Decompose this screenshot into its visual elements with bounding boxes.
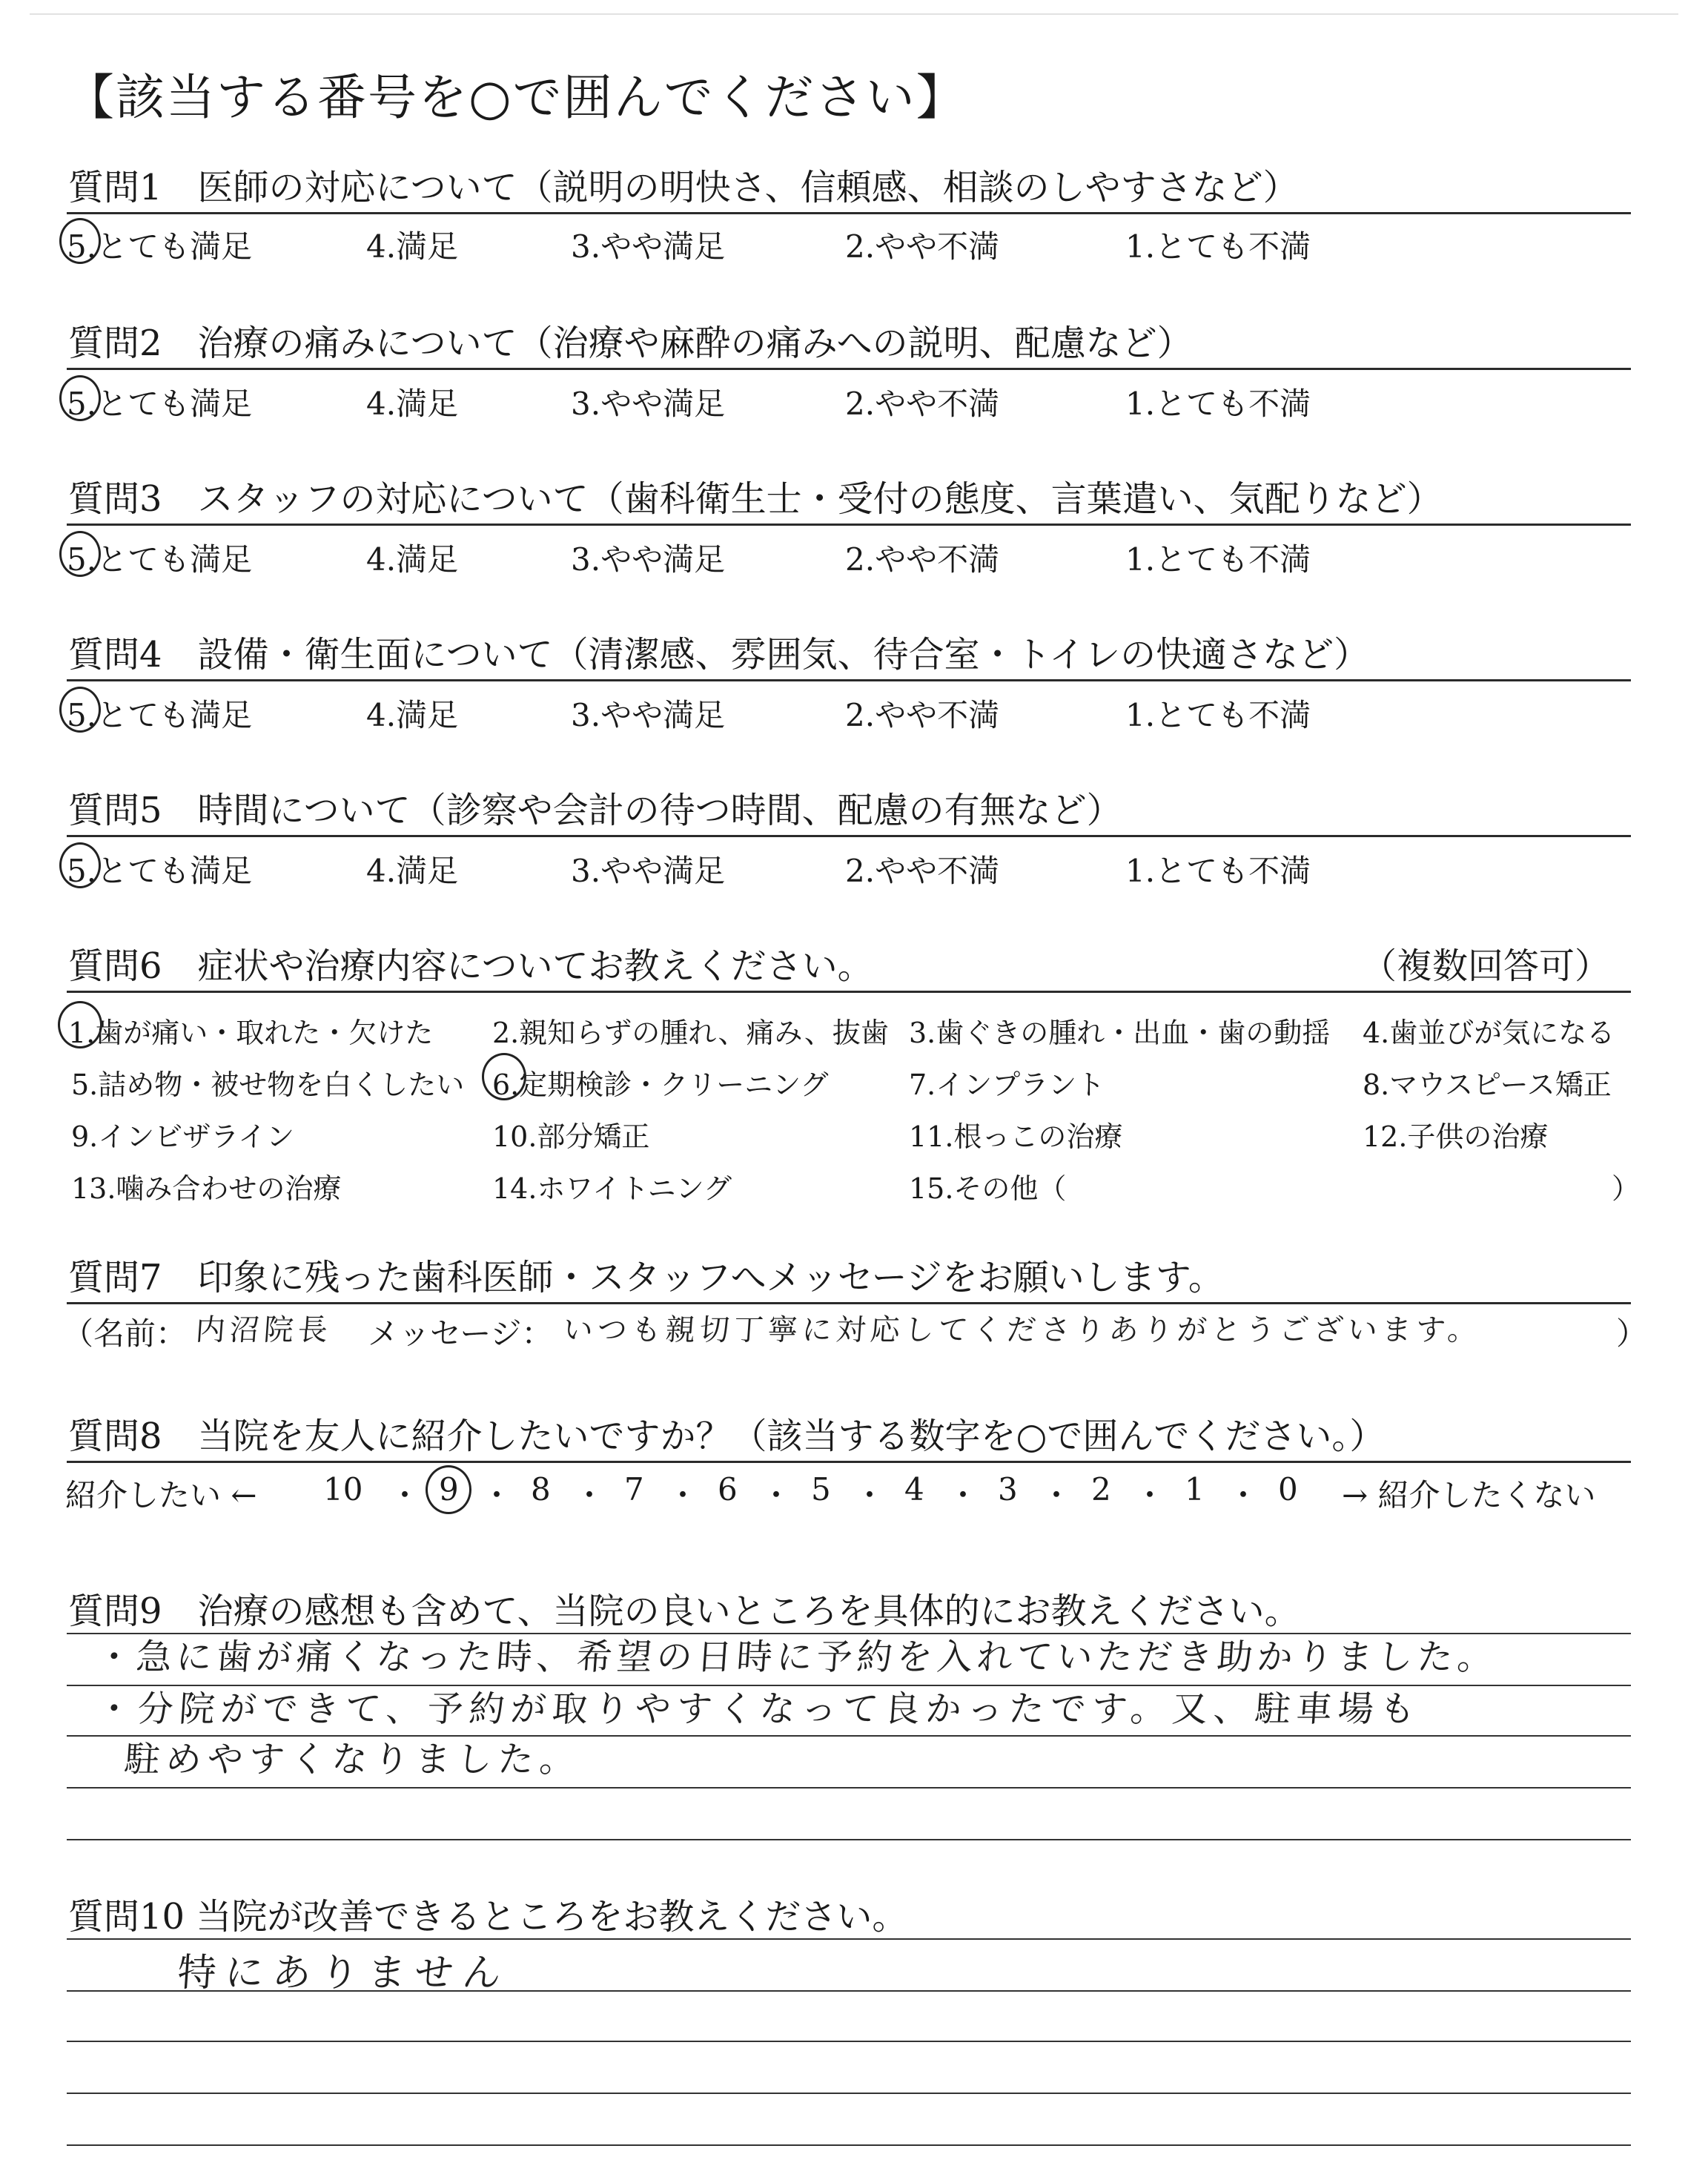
q1-option-5[interactable]: 5.とても満足 <box>67 228 253 265</box>
question-4-title: 質問4 設備・衛生面について（清潔感、雰囲気、待合室・トイレの快適さなど） <box>68 634 1370 676</box>
question-9-title: 質問9 治療の感想も含めて、当院の良いところを具体的にお教えください。 <box>68 1591 1300 1632</box>
q7-message-label: メッセージ： <box>368 1315 553 1352</box>
q4-selected-circle <box>59 687 101 733</box>
q6-option-1[interactable]: 1.歯が痛い・取れた・欠けた <box>68 1017 434 1049</box>
q9-line-rule <box>67 1787 1631 1789</box>
q8-score-5[interactable]: 5 <box>811 1471 831 1507</box>
q8-score-8[interactable]: 8 <box>531 1471 551 1507</box>
q8-separator: ・ <box>481 1477 513 1513</box>
q5-option-1[interactable]: 1.とても不満 <box>1125 853 1311 889</box>
q4-option-5[interactable]: 5.とても満足 <box>67 697 253 733</box>
q2-option-3[interactable]: 3.やや満足 <box>571 386 726 422</box>
q6-option-13[interactable]: 13.噛み合わせの治療 <box>71 1172 342 1205</box>
q7-name-value[interactable]: 内沼院長 <box>194 1313 334 1347</box>
q8-score-9[interactable]: 9 <box>439 1471 459 1507</box>
q6-option-8[interactable]: 8.マウスピース矯正 <box>1363 1069 1612 1101</box>
q7-open-paren: （名前： <box>62 1315 188 1352</box>
question-6-rule <box>67 991 1631 993</box>
q5-option-4[interactable]: 4.満足 <box>366 853 459 889</box>
q8-score-0[interactable]: 0 <box>1278 1471 1298 1507</box>
q10-line-rule <box>67 1938 1631 1940</box>
q6-option-7[interactable]: 7.インプラント <box>909 1069 1105 1101</box>
q8-separator: ・ <box>389 1477 421 1513</box>
q9-answer-line-1[interactable]: ・急に歯が痛くなった時、希望の日時に予約を入れていただき助かりました。 <box>94 1636 1499 1678</box>
q10-line-rule <box>67 2093 1631 2094</box>
q8-score-10[interactable]: 10 <box>323 1471 363 1507</box>
q6-option-11[interactable]: 11.根っこの治療 <box>909 1120 1123 1153</box>
q9-answer-line-3[interactable]: 駐めやすくなりました。 <box>122 1739 583 1780</box>
q7-close-paren: ） <box>1616 1315 1648 1352</box>
q1-option-3[interactable]: 3.やや満足 <box>571 228 726 265</box>
q8-score-4[interactable]: 4 <box>904 1471 924 1507</box>
q8-separator: ・ <box>854 1477 886 1513</box>
question-4-rule <box>67 679 1631 681</box>
q3-selected-circle <box>59 531 101 577</box>
q4-option-3[interactable]: 3.やや満足 <box>571 697 726 733</box>
question-2-title: 質問2 治療の痛みについて（治療や麻酔の痛みへの説明、配慮など） <box>68 323 1193 364</box>
q8-score-6[interactable]: 6 <box>718 1471 738 1507</box>
q10-answer[interactable]: 特にありません <box>176 1951 512 1995</box>
question-1-rule <box>67 212 1631 214</box>
q4-option-1[interactable]: 1.とても不満 <box>1125 697 1311 733</box>
scan-edge <box>30 13 1678 15</box>
q5-option-3[interactable]: 3.やや満足 <box>571 853 726 889</box>
question-8-title: 質問8 当院を友人に紹介したいですか？（該当する数字を○で囲んでください。） <box>68 1416 1386 1457</box>
q8-separator: ・ <box>1041 1477 1073 1513</box>
question-2-rule <box>67 368 1631 370</box>
q8-separator: ・ <box>1228 1477 1260 1513</box>
q5-selected-circle <box>59 842 101 888</box>
q3-option-5[interactable]: 5.とても満足 <box>67 541 253 578</box>
q6-option-9[interactable]: 9.インビザライン <box>71 1120 295 1153</box>
question-6-title: 質問6 症状や治療内容についてお教えください。 <box>68 945 873 987</box>
q9-answer-line-2[interactable]: ・分院ができて、予約が取りやすくなって良かったです。又、駐車場も <box>94 1688 1423 1730</box>
q4-option-2[interactable]: 2.やや不満 <box>845 697 1000 733</box>
q5-option-5[interactable]: 5.とても満足 <box>67 853 253 889</box>
q8-score-3[interactable]: 3 <box>998 1471 1018 1507</box>
question-7-rule <box>67 1302 1631 1304</box>
q6-option-15[interactable]: 15.その他（ <box>909 1172 1067 1205</box>
question-3-rule <box>67 524 1631 526</box>
q8-left-label: 紹介したい ← <box>65 1477 257 1513</box>
question-8-rule <box>67 1461 1631 1463</box>
q8-separator: ・ <box>574 1477 606 1513</box>
q8-separator: ・ <box>1134 1477 1166 1513</box>
q8-score-1[interactable]: 1 <box>1185 1471 1205 1507</box>
q2-option-4[interactable]: 4.満足 <box>366 386 459 422</box>
q6-option-10[interactable]: 10.部分矯正 <box>492 1120 650 1153</box>
question-3-title: 質問3 スタッフの対応について（歯科衛生士・受付の態度、言葉遣い、気配りなど） <box>68 478 1443 520</box>
q1-selected-circle <box>59 218 101 264</box>
q6-option-6[interactable]: 6.定期検診・クリーニング <box>492 1069 829 1101</box>
q5-option-2[interactable]: 2.やや不満 <box>845 853 1000 889</box>
q8-selected-circle <box>426 1465 471 1514</box>
q6-selected-circle-1 <box>58 1001 102 1048</box>
q8-separator: ・ <box>667 1477 699 1513</box>
q4-option-4[interactable]: 4.満足 <box>366 697 459 733</box>
q2-option-2[interactable]: 2.やや不満 <box>845 386 1000 422</box>
q8-score-2[interactable]: 2 <box>1091 1471 1111 1507</box>
q1-option-4[interactable]: 4.満足 <box>366 228 459 265</box>
question-6-note: （複数回答可） <box>1361 945 1611 987</box>
q6-selected-circle-6 <box>482 1053 526 1100</box>
q6-option-12[interactable]: 12.子供の治療 <box>1363 1120 1549 1153</box>
q3-option-4[interactable]: 4.満足 <box>366 541 459 578</box>
q6-option-15-close: ） <box>1612 1172 1641 1205</box>
q10-line-rule <box>67 2144 1631 2146</box>
question-7-title: 質問7 印象に残った歯科医師・スタッフへメッセージをお願いします。 <box>68 1257 1224 1298</box>
question-1-title: 質問1 医師の対応について（説明の明快さ、信頼感、相談のしやすさなど） <box>68 167 1299 208</box>
q8-separator: ・ <box>947 1477 979 1513</box>
q1-option-1[interactable]: 1.とても不満 <box>1125 228 1311 265</box>
q6-option-14[interactable]: 14.ホワイトニング <box>492 1172 732 1205</box>
question-10-title: 質問10 当院が改善できるところをお教えください。 <box>68 1896 908 1938</box>
page-header: 【該当する番号を○で囲んでください】 <box>65 69 967 126</box>
q7-message-value[interactable]: いつも親切丁寧に対応してくださりありがとうございます。 <box>562 1313 1483 1347</box>
q6-option-4[interactable]: 4.歯並びが気になる <box>1363 1017 1615 1049</box>
q2-option-5[interactable]: 5.とても満足 <box>67 386 253 422</box>
q6-option-5[interactable]: 5.詰め物・被せ物を白くしたい <box>71 1069 465 1101</box>
q3-option-1[interactable]: 1.とても不満 <box>1125 541 1311 578</box>
q3-option-2[interactable]: 2.やや不満 <box>845 541 1000 578</box>
q3-option-3[interactable]: 3.やや満足 <box>571 541 726 578</box>
question-5-rule <box>67 835 1631 837</box>
q8-score-7[interactable]: 7 <box>624 1471 644 1507</box>
q10-line-rule <box>67 2041 1631 2042</box>
q6-option-3[interactable]: 3.歯ぐきの腫れ・出血・歯の動揺 <box>909 1017 1331 1049</box>
q6-option-2[interactable]: 2.親知らずの腫れ、痛み、抜歯 <box>492 1017 889 1049</box>
q9-line-rule <box>67 1839 1631 1840</box>
q2-option-1[interactable]: 1.とても不満 <box>1125 386 1311 422</box>
q1-option-2[interactable]: 2.やや不満 <box>845 228 1000 265</box>
q2-selected-circle <box>59 375 101 421</box>
q8-right-label: → 紹介したくない <box>1342 1477 1596 1513</box>
question-5-title: 質問5 時間について（診察や会計の待つ時間、配慮の有無など） <box>68 790 1122 831</box>
q8-separator: ・ <box>761 1477 792 1513</box>
